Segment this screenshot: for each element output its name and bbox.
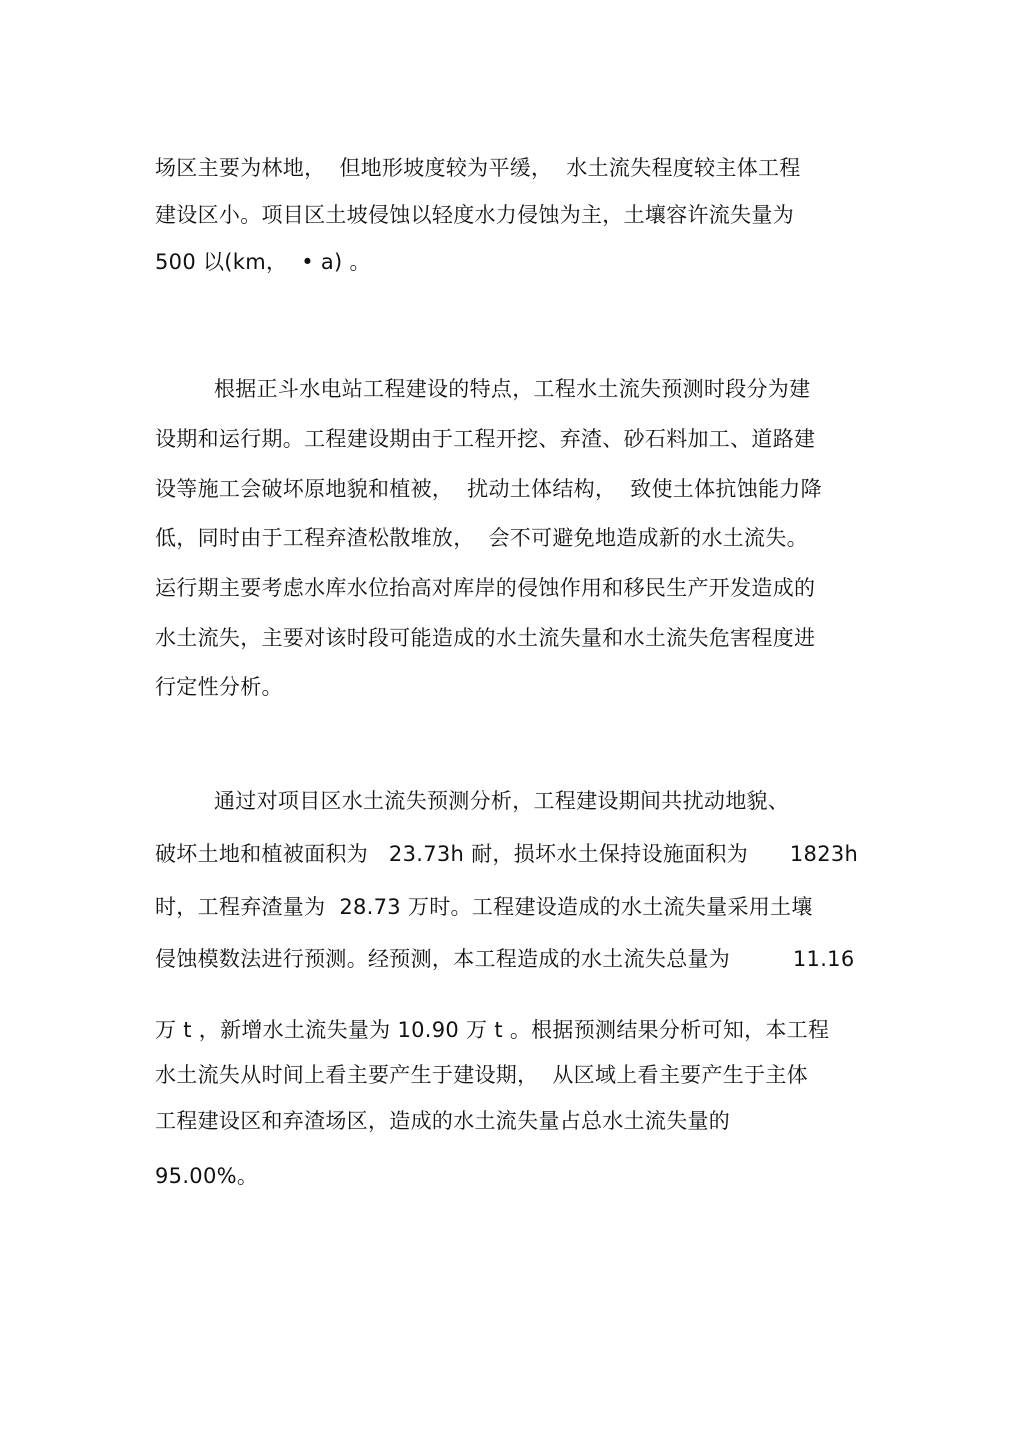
paragraph-1-line-2: 建设区小。项目区土坡侵蚀以轻度水力侵蚀为主，土壤容许流失量为 — [155, 203, 794, 227]
paragraph-2-line-2: 设期和运行期。工程建设期由于工程开挖、弃渣、砂石料加工、道路建 — [155, 427, 816, 451]
paragraph-2-line-4: 低，同时由于工程弃渣松散堆放， 会不可避免地造成新的水土流失。 — [155, 526, 808, 550]
paragraph-3-line-7: 工程建设区和弃渣场区，造成的水土流失量占总水土流失量的 — [155, 1109, 731, 1133]
paragraph-2-line-1: 根据正斗水电站工程建设的特点，工程水土流失预测时段分为建 — [214, 377, 811, 401]
paragraph-3-line-3: 时，工程弃渣量为 28.73 万时。工程建设造成的水土流失量采用土壤 — [155, 895, 813, 919]
paragraph-3-line-8: 95.00%。 — [155, 1164, 259, 1188]
paragraph-3-line-4: 侵蚀模数法进行预测。经预测，本工程造成的水土流失总量为 11.16 — [155, 947, 855, 971]
paragraph-1-line-3: 500 以(km， • a) 。 — [155, 250, 371, 274]
paragraph-3-line-5: 万 t ，新增水土流失量为 10.90 万 t 。根据预测结果分析可知，本工程 — [155, 1018, 830, 1042]
paragraph-2-line-7: 行定性分析。 — [155, 675, 283, 699]
paragraph-3-line-1: 通过对项目区水土流失预测分析，工程建设期间共扰动地貌、 — [214, 789, 790, 813]
paragraph-2-line-5: 运行期主要考虑水库水位抬高对库岸的侵蚀作用和移民生产开发造成的 — [155, 576, 816, 600]
paragraph-2-line-6: 水土流失，主要对该时段可能造成的水土流失量和水土流失危害程度进 — [155, 626, 816, 650]
paragraph-3-line-6: 水土流失从时间上看主要产生于建设期， 从区域上看主要产生于主体 — [155, 1063, 808, 1087]
paragraph-2-line-3: 设等施工会破坏原地貌和植被， 扰动土体结构， 致使土体抗蚀能力降 — [155, 477, 822, 501]
paragraph-3-line-2: 破坏土地和植被面积为 23.73h 耐，损坏水土保持设施面积为 1823h — [155, 842, 859, 866]
paragraph-1-line-1: 场区主要为林地， 但地形坡度较为平缓， 水土流失程度较主体工程 — [155, 156, 801, 180]
